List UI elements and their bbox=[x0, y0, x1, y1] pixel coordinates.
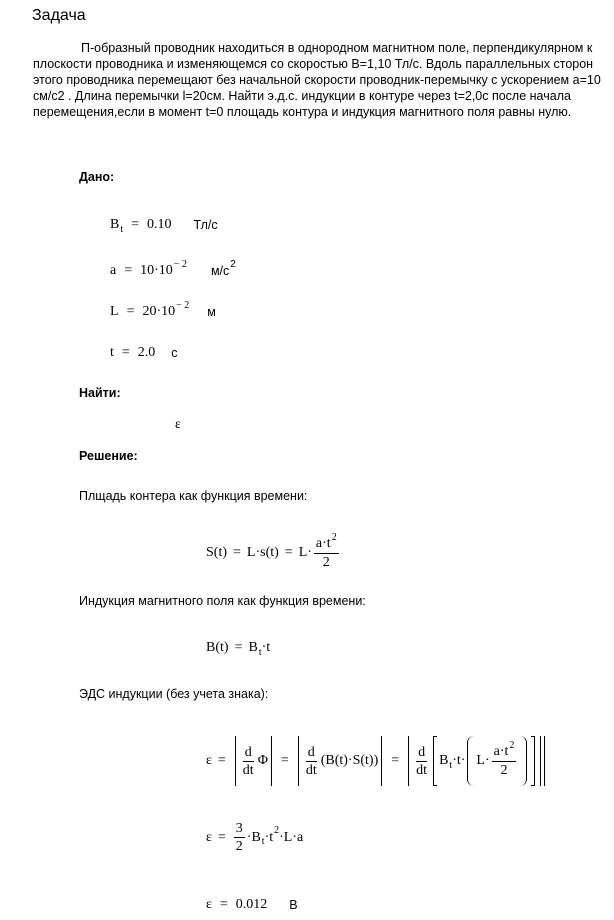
result-eps: ε bbox=[206, 897, 212, 912]
emf1-eq1: = bbox=[217, 753, 226, 768]
area-eq1: = bbox=[233, 545, 241, 560]
l-value: 20·10 bbox=[142, 304, 176, 319]
given-l bbox=[110, 299, 216, 320]
d-num: d bbox=[307, 744, 315, 760]
area-fraction bbox=[314, 532, 339, 570]
solution-heading: Решение: bbox=[79, 449, 138, 463]
dt-den: dt bbox=[242, 762, 254, 778]
emf2-rest: ·L·a bbox=[279, 829, 304, 845]
induction-b: B bbox=[248, 640, 258, 655]
abs-bar bbox=[381, 736, 382, 786]
problem-statement bbox=[33, 40, 608, 120]
emf1-l: L· bbox=[476, 753, 490, 768]
t-eq: = bbox=[121, 345, 130, 360]
emf2-eq: = bbox=[217, 829, 226, 845]
bt-sub: t bbox=[120, 223, 124, 235]
problem-text: П-образный проводник находиться в однородном магнитном поле, перпендикулярном к плоскости проводника и изменяющемся со скоростью B=1,10 Тл/с. Вдоль параллельных сторон этого проводника перемещают без начальной скорости проводник-перемычку с ускорением a=10 см/с2 . Длина перемычки l=20см. Найти э.д.с. индукции в контуре через t=2,0с после начала перемещения,если в момент t=0 площадь контура и индукция магнитного поля равны нулю. bbox=[33, 41, 601, 119]
area-pre: L· bbox=[298, 545, 312, 560]
d-num: d bbox=[418, 744, 426, 760]
left-paren bbox=[467, 736, 474, 786]
emf2-tdot: ·t bbox=[264, 829, 274, 845]
area-den: 2 bbox=[322, 555, 330, 570]
d-num: d bbox=[244, 744, 252, 760]
t-unit: с bbox=[171, 346, 178, 360]
emf1-tdot: ·t· bbox=[452, 753, 466, 768]
given-bt bbox=[110, 217, 218, 233]
area-lhs: S(t) bbox=[206, 545, 227, 560]
emf1-eps: ε bbox=[206, 753, 212, 768]
d-dt-fraction bbox=[414, 745, 429, 778]
abs-bar bbox=[408, 736, 409, 786]
result-value: 0.012 bbox=[235, 897, 268, 912]
emf2-eps: ε bbox=[206, 829, 212, 845]
right-bracket bbox=[531, 736, 535, 786]
a-var: a bbox=[110, 263, 117, 278]
result-eq: = bbox=[219, 897, 228, 912]
abs-bar bbox=[544, 736, 545, 786]
emf1-num-exp: 2 bbox=[509, 740, 515, 751]
a-eq: = bbox=[124, 263, 133, 278]
bt-unit: Тл/с bbox=[193, 218, 218, 232]
area-text: Плщадь контера как функция времени: bbox=[79, 489, 308, 503]
bt-value: 0.10 bbox=[147, 217, 172, 232]
area-num: a·t bbox=[315, 536, 331, 551]
a-unit-exp: 2 bbox=[230, 258, 236, 270]
t-value: 2.0 bbox=[137, 345, 156, 360]
find-heading: Найти: bbox=[79, 386, 121, 400]
emf1-prod: (B(t)·S(t)) bbox=[320, 753, 379, 768]
emf1-den: 2 bbox=[500, 763, 508, 778]
area-mid: L·s(t) bbox=[246, 545, 279, 560]
area-formula bbox=[206, 532, 341, 570]
abs-bar bbox=[235, 736, 236, 786]
emf-formula-2 bbox=[206, 821, 303, 854]
area-eq2: = bbox=[284, 545, 293, 560]
page-title: Задача bbox=[32, 7, 86, 24]
right-paren bbox=[520, 736, 527, 786]
a-value: 10·10 bbox=[140, 263, 173, 278]
bt-eq: = bbox=[131, 217, 140, 232]
emf2-fraction bbox=[234, 821, 245, 854]
a-unit: м/с bbox=[210, 264, 230, 278]
abs-bar bbox=[540, 736, 541, 786]
bt-var: B bbox=[110, 217, 120, 232]
emf1-phi: Φ bbox=[257, 753, 268, 768]
find-symbol: ε bbox=[175, 417, 181, 432]
induction-rest: ·t bbox=[261, 640, 271, 655]
a-exp: − 2 bbox=[173, 258, 187, 270]
emf2-exp: 2 bbox=[274, 825, 280, 836]
emf1-fraction bbox=[492, 740, 517, 778]
given-t bbox=[110, 345, 178, 361]
emf2-den: 2 bbox=[235, 839, 243, 854]
emf1-num: a·t bbox=[493, 744, 509, 759]
induction-lhs: B(t) bbox=[206, 640, 229, 655]
emf-text: ЭДС индукции (без учета знака): bbox=[79, 687, 269, 701]
left-bracket bbox=[433, 736, 437, 786]
t-var: t bbox=[110, 345, 114, 360]
emf1-eq3: = bbox=[391, 753, 400, 768]
result bbox=[206, 897, 298, 913]
l-unit: м bbox=[207, 305, 216, 319]
given-heading: Дано: bbox=[79, 170, 115, 184]
d-dt-fraction bbox=[304, 745, 319, 778]
emf2-num: 3 bbox=[235, 821, 243, 836]
induction-eq: = bbox=[234, 640, 243, 655]
induction-formula bbox=[206, 640, 270, 656]
emf-formula-1 bbox=[206, 736, 548, 786]
emf2-dot1: ·B bbox=[246, 829, 261, 845]
emf1-b: B bbox=[439, 753, 449, 768]
area-num-exp: 2 bbox=[331, 532, 337, 543]
emf1-eq2: = bbox=[280, 753, 289, 768]
d-dt-fraction bbox=[241, 745, 256, 778]
abs-bar bbox=[271, 736, 272, 786]
emf2-sub: t bbox=[261, 836, 265, 847]
dt-den: dt bbox=[416, 762, 428, 778]
l-var: L bbox=[110, 304, 119, 319]
dt-den: dt bbox=[305, 762, 317, 778]
result-unit: В bbox=[289, 898, 298, 912]
induction-sub: t bbox=[258, 646, 262, 658]
l-eq: = bbox=[126, 304, 135, 319]
induction-text: Индукция магнитного поля как функция времени: bbox=[79, 594, 366, 608]
given-a bbox=[110, 258, 236, 279]
emf1-sub: t bbox=[449, 759, 453, 771]
abs-bar bbox=[298, 736, 299, 786]
l-exp: − 2 bbox=[176, 299, 190, 311]
